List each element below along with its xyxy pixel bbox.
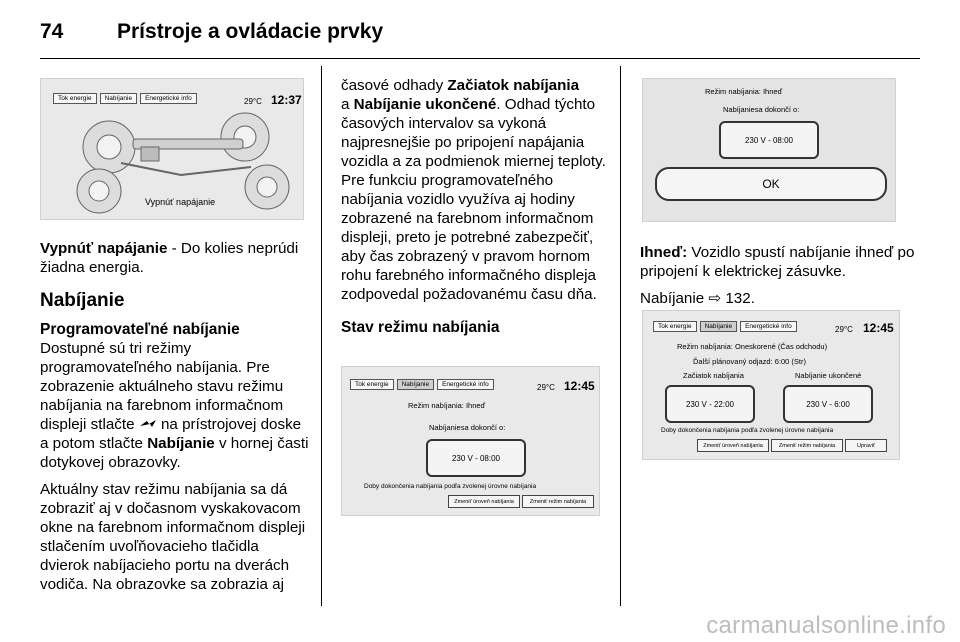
finish-label: Nabíjaniesa dokončí o: [429, 423, 506, 432]
tab-energy-flow: Tok energie [350, 379, 394, 390]
tab-energy-info: Energetické info [740, 321, 797, 332]
subsection-programmable-charging: Programovateľné nabíjanie [40, 321, 240, 338]
screen-mode-immediate [341, 366, 600, 516]
tab-energy-info: Energetické info [140, 93, 197, 104]
ok-button: OK [655, 167, 887, 201]
tab-energy-flow: Tok energie [653, 321, 697, 332]
temperature: 29°C [835, 325, 853, 334]
paragraph-immediate: Ihneď: Vozidlo spustí nabíjanie ihneď po pripojení k elektrickej zásuvke. [640, 244, 915, 280]
temperature: 29°C [244, 97, 262, 106]
watermark: carmanualsonline.info [706, 612, 946, 639]
finish-label: Nabíjaniesa dokončí o: [723, 105, 800, 114]
tab-charging: Nabíjanie [397, 379, 434, 390]
clock: 12:45 [564, 379, 595, 393]
tab-energy-flow: Tok energie [53, 93, 97, 104]
temperature: 29°C [537, 383, 555, 392]
change-level-button: Zmeniť úroveň nabíjania [448, 495, 520, 508]
finish-time-box: 230 V - 08:00 [426, 439, 526, 477]
charge-mode-text: Režim nabíjania: Ihneď [408, 401, 486, 410]
change-mode-button: Zmeniť režim nabíjania [522, 495, 594, 508]
paragraph-modes: Dostupné sú tri režimy programovateľného nabíjania. Pre zobrazenie aktuálneho stavu režimu nabíjania na farebnom informačnom displeji stlačte na prístrojovej doske a potom stlačte Nabíjanie v hornej časti dotykovej obrazovky. [40, 340, 309, 471]
note-text: Doby dokončenia nabíjania podľa zvolenej úrovne nabíjania [364, 483, 537, 490]
tab-charging: Nabíjanie [100, 93, 137, 104]
screen-mode-delayed [642, 310, 900, 460]
finish-time-box: 230 V - 08:00 [719, 121, 819, 159]
page-number: 74 [40, 20, 64, 43]
column-divider-2 [620, 66, 621, 606]
column-divider-1 [321, 66, 322, 606]
clock: 12:45 [863, 321, 894, 335]
tab-energy-info: Energetické info [437, 379, 494, 390]
subsection-charge-mode-status: Stav režimu nabíjania [341, 319, 500, 336]
edit-button: Upraviť [845, 439, 887, 452]
page-title: Prístroje a ovládacie prvky [117, 20, 384, 43]
section-title-charging: Nabíjanie [40, 290, 125, 311]
paragraph-reference: Nabíjanie ⇨ 132. [640, 290, 755, 307]
charge-mode-text: Režim nabíjania: Oneskorené (Čas odchodu) [677, 342, 828, 351]
paragraph-popup: Aktuálny stav režimu nabíjania sa dá zobraziť aj v dočasnom vyskakovacom okne na farebnom informačnom displeji stlačením uvoľňovacieho tlačidla dvierok nabíjacieho portu na dverách vodiča. Na obrazovke sa zobrazia aj [40, 481, 306, 593]
column-3-text [640, 243, 916, 316]
screen-power-off [40, 78, 304, 220]
end-label: Nabíjanie ukončené [795, 371, 862, 380]
paragraph-power-off: Vypnúť napájanie - Do kolies neprúdi žiadna energia. [40, 240, 299, 276]
paragraph-estimates: časové odhady Začiatok nabíjania a Nabíjanie ukončené. Odhad týchto časových intervalov sa vykoná najpresnejšie po pripojení napájania vozidla a za podmienok miernej teploty. Pre funkciu programovateľného nabíjania vozidlo využíva aj hodiny zobrazené na farebnom informačnom displeji, preto je potrebné zabezpečiť, aby čas zobrazený v pravom hornom rohu farebného informačného displeja zodpovedal požadovanému času dňa. [341, 77, 606, 303]
charge-button-icon [139, 419, 157, 429]
start-time-box: 230 V - 22:00 [665, 385, 755, 423]
note-text: Doby dokončenia nabíjania podľa zvolenej úrovne nabíjania [661, 427, 834, 434]
page-reference-arrow-icon: ⇨ [708, 290, 722, 307]
column-2-text [341, 76, 607, 337]
charge-mode-text: Režim nabíjania: Ihneď [705, 87, 783, 96]
clock: 12:37 [271, 93, 302, 107]
column-1-text [40, 239, 310, 602]
screen-caption: Vypnúť napájanie [145, 197, 216, 207]
screen-popup-immediate [642, 78, 896, 222]
change-mode-button: Zmeniť režim nabíjania [771, 439, 843, 452]
tab-charging: Nabíjanie [700, 321, 737, 332]
end-time-box: 230 V - 6:00 [783, 385, 873, 423]
next-departure-text: Ďalší plánovaný odjazd: 6:00 (Str) [693, 357, 806, 366]
start-label: Začiatok nabíjania [683, 371, 744, 380]
change-level-button: Zmeniť úroveň nabíjania [697, 439, 769, 452]
header-rule [40, 58, 920, 59]
